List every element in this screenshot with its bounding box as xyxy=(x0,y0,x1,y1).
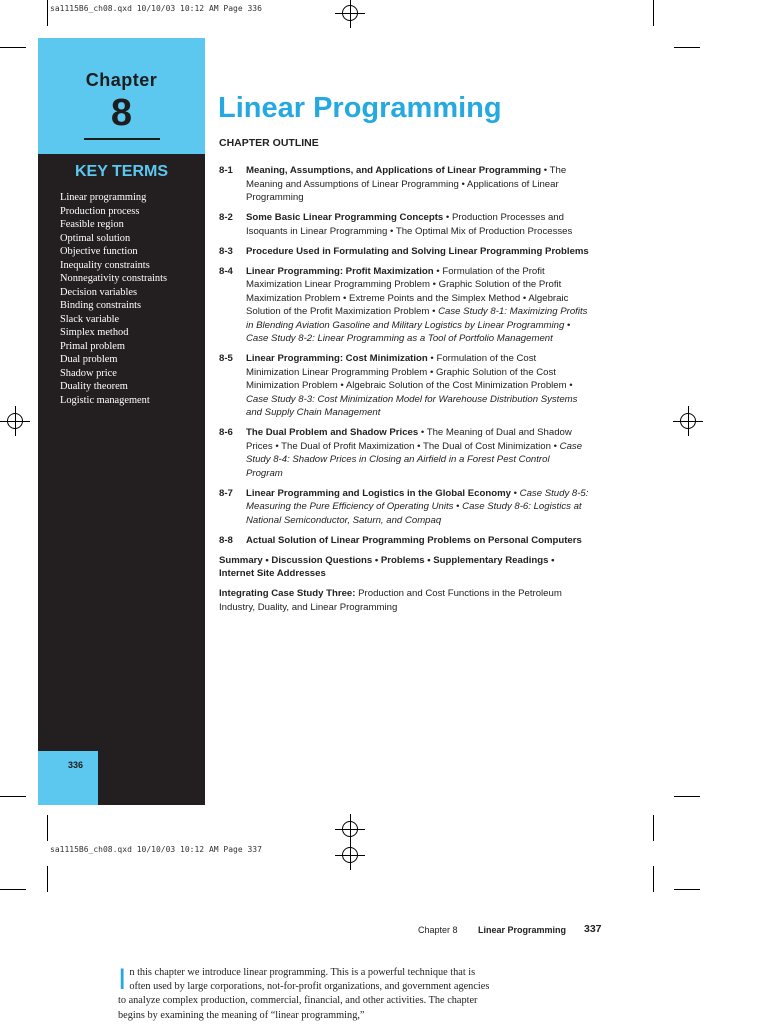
outline-summary-line: Summary • Discussion Questions • Problems • Supplementary Readings • Internet Site Addresses xyxy=(219,554,555,579)
chapter-badge xyxy=(38,38,205,154)
registration-mark-icon xyxy=(342,821,358,837)
outline-subtopics: • Formulation of the Cost Minimization Linear Programming Problem • Graphic Solution of the Cost Minimization Problem • Algebraic Solution of the Cost Minimization Problem • xyxy=(246,353,573,391)
outline-item xyxy=(219,487,589,528)
key-term: Dual problem xyxy=(60,354,118,365)
registration-mark-icon xyxy=(342,5,358,21)
outline-item-number: 8-4 xyxy=(219,265,233,277)
outline-case-study: Case Study 8-1: Maximizing Profits in Blending Aviation Gasoline and Military Logistics by Linear Programming xyxy=(246,306,588,331)
outline-case-study: Case Study 8-2: Linear Programming as a Tool of Portfolio Management xyxy=(246,333,553,344)
outline-case-study: Case Study 8-5: Measuring the Pure Efficiency of Operating Units xyxy=(246,487,589,512)
outline-item xyxy=(219,426,589,480)
crop-mark xyxy=(653,815,654,841)
chapter-title: Linear Programming xyxy=(218,92,502,124)
key-term: Inequality constraints xyxy=(60,259,150,271)
outline-subtopics: • xyxy=(510,487,520,499)
key-term: Logistic management xyxy=(60,394,150,406)
running-head-page: 337 xyxy=(584,923,602,935)
intro-paragraph xyxy=(118,963,490,1023)
key-term: Slack variable xyxy=(60,313,120,325)
outline-subtopics: • Formulation of the Profit Maximization Linear Programming Problem • Graphic Solution of the Profit Maximization Problem • Extreme Points and the Simplex Method • Algebraic Solution of the Profit Maximization Problem • xyxy=(246,265,569,317)
page-number: 336 xyxy=(68,760,84,770)
chapter-outline xyxy=(219,164,589,621)
key-terms-heading: KEY TERMS xyxy=(74,163,169,180)
chapter-rule xyxy=(84,138,160,140)
outline-subtopics: • Production Processes and Isoquants in Linear Programming • The Optimal Mix of Production Processes xyxy=(246,212,573,237)
outline-subtopics: • The Meaning of Dual and Shadow Prices • The Dual of Profit Maximization • The Dual of Cost Minimization • xyxy=(246,427,572,452)
outline-item-number: 8-7 xyxy=(219,487,233,499)
outline-section-title: Meaning, Assumptions, and Applications of Linear Programming xyxy=(246,165,542,176)
registration-mark-icon xyxy=(7,413,23,429)
key-term: Shadow price xyxy=(60,367,117,379)
page-number-box xyxy=(38,751,98,805)
key-term: Primal problem xyxy=(60,340,125,352)
outline-item xyxy=(219,164,589,205)
chapter-label: Chapter xyxy=(85,70,158,90)
drop-cap: I xyxy=(118,963,127,996)
intro-text: n this chapter we introduce linear programming. This is a powerful technique that is often used by large corporations, not-for-profit organizations, and government agencies to analyze complex production, commercial, financial, and other activities. The chapter begins by examining the meaning of “linear programming,” xyxy=(118,967,490,1021)
outline-item-number: 8-5 xyxy=(219,353,233,364)
key-term: Linear programming xyxy=(60,192,147,203)
key-term: Binding constraints xyxy=(60,300,142,311)
integrating-text: Production and Cost Functions in the Petroleum Industry, Duality, and Linear Programming xyxy=(219,588,562,613)
outline-item xyxy=(219,265,589,346)
outline-item-number: 8-2 xyxy=(219,212,233,223)
crop-mark xyxy=(653,0,654,26)
key-term: Nonnegativity constraints xyxy=(60,273,168,284)
key-term: Decision variables xyxy=(60,286,138,298)
outline-heading: CHAPTER OUTLINE xyxy=(219,137,319,149)
outline-case-study: Case Study 8-6: Logistics at National Semiconductor, Saturn, and Compaq xyxy=(246,501,582,526)
slug-top: sa1115B6_ch08.qxd 10/10/03 10:12 AM Page 336 xyxy=(50,4,262,13)
outline-item-number: 8-6 xyxy=(219,427,233,438)
integrating-case-study xyxy=(219,587,589,614)
crop-mark xyxy=(0,796,26,797)
outline-section-title: The Dual Problem and Shadow Prices xyxy=(246,427,419,438)
outline-subtopics: • xyxy=(564,319,571,331)
outline-case-study: Case Study 8-4: Shadow Prices in Closing an Airfield in a Forest Pest Control Program xyxy=(246,440,583,479)
key-term: Duality theorem xyxy=(60,381,128,392)
outline-section-title: Some Basic Linear Programming Concepts xyxy=(246,212,444,223)
crop-mark xyxy=(674,47,700,48)
outline-subtopics: • The Meaning and Assumptions of Linear Programming • Applications of Linear Programming xyxy=(246,165,567,203)
crop-mark xyxy=(653,866,654,892)
crop-mark xyxy=(0,889,26,890)
crop-mark xyxy=(47,815,48,841)
outline-section-title: Linear Programming and Logistics in the Global Economy xyxy=(246,487,511,499)
outline-item xyxy=(219,211,589,238)
crop-mark xyxy=(47,866,48,892)
outline-section-title: Linear Programming: Cost Minimization xyxy=(246,353,428,364)
running-head-title: Linear Programming xyxy=(478,925,567,935)
key-term: Objective function xyxy=(60,246,138,257)
outline-section-title: Linear Programming: Profit Maximization xyxy=(246,265,434,277)
outline-item xyxy=(219,352,589,420)
crop-mark xyxy=(674,796,700,797)
crop-mark xyxy=(674,889,700,890)
crop-mark xyxy=(47,0,48,26)
key-terms-list xyxy=(60,191,167,407)
outline-case-study: Case Study 8-3: Cost Minimization Model for Warehouse Distribution Systems and Supply Chain Management xyxy=(246,393,578,418)
crop-mark xyxy=(0,47,26,48)
registration-mark-icon xyxy=(342,847,358,863)
slug-bottom: sa1115B6_ch08.qxd 10/10/03 10:12 AM Page 337 xyxy=(50,845,262,854)
outline-section-title: Actual Solution of Linear Programming Problems on Personal Computers xyxy=(246,534,582,546)
chapter-number: 8 xyxy=(110,92,133,134)
outline-item-number: 8-8 xyxy=(219,534,233,546)
key-term: Optimal solution xyxy=(60,232,131,244)
outline-item xyxy=(219,534,589,548)
outline-item xyxy=(219,245,589,259)
outline-item-number: 8-1 xyxy=(219,165,233,176)
registration-mark-icon xyxy=(680,413,696,429)
outline-subtopics: • xyxy=(453,501,463,512)
key-term: Feasible region xyxy=(60,219,124,230)
outline-section-title: Procedure Used in Formulating and Solving Linear Programming Problems xyxy=(246,245,589,257)
outline-item-number: 8-3 xyxy=(219,245,233,257)
integrating-label: Integrating Case Study Three: xyxy=(219,588,356,599)
key-term: Simplex method xyxy=(60,327,129,338)
running-head-chapter: Chapter 8 xyxy=(418,925,458,935)
key-term: Production process xyxy=(60,205,140,217)
